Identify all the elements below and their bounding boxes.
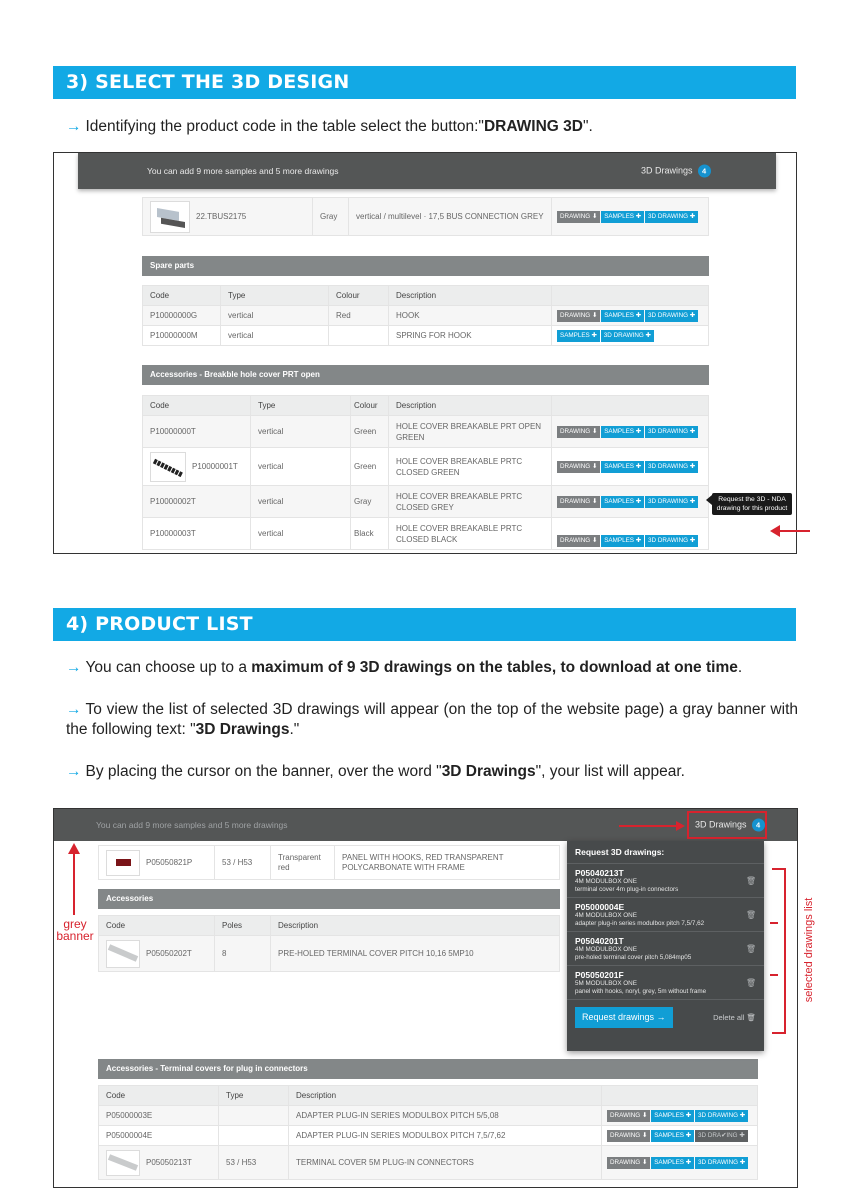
table-row xyxy=(143,448,709,486)
product-code: P10000000T xyxy=(143,416,251,448)
trash-icon[interactable]: 🗑 xyxy=(745,944,756,953)
product-type xyxy=(219,1126,289,1146)
3d-drawing-button[interactable]: 3D DRAWING ✚ xyxy=(601,330,654,342)
item-code: P05050201F xyxy=(575,970,624,980)
item-line2: adapter plug-in series modulbox pitch 7,5/7,62 xyxy=(575,920,705,927)
product-type: vertical xyxy=(221,306,329,326)
product-description: HOLE COVER BREAKABLE PRTC CLOSED GREY xyxy=(389,486,552,518)
product-code: P10000003T xyxy=(143,518,251,550)
col-type: Type xyxy=(251,396,351,416)
product-code: P10000001T xyxy=(192,462,238,471)
drawings-count-badge: 4 xyxy=(698,165,711,178)
product-colour: Black xyxy=(351,518,389,550)
category-spare-parts: Spare parts xyxy=(142,256,709,276)
instruction-bold: DRAWING 3D xyxy=(483,118,583,135)
product-colour: Gray xyxy=(313,198,349,236)
product-code: P10000002T xyxy=(143,486,251,518)
samples-button[interactable]: SAMPLES ✚ xyxy=(651,1130,694,1142)
product-description: ADAPTER PLUG-IN SERIES MODULBOX PITCH 7,5/7,62 xyxy=(289,1126,602,1146)
samples-button[interactable]: SAMPLES ✚ xyxy=(601,310,644,322)
selected-drawings-annotation: selected drawings list xyxy=(803,897,815,1003)
item-line2: panel with hooks, noryl, grey, 5m without frame xyxy=(575,988,707,995)
arrow-icon: → xyxy=(66,118,82,135)
accessories-table xyxy=(142,395,709,550)
product-code: 22.TBUS2175 xyxy=(196,212,247,221)
category-accessories-breakable: Accessories - Breakble hole cover PRT open xyxy=(142,365,709,385)
top-product-table xyxy=(142,197,709,236)
drawing-button[interactable]: DRAWING ⬇ xyxy=(557,426,600,438)
instruction-end: ". xyxy=(582,118,593,135)
product-colour xyxy=(329,326,389,346)
trash-icon[interactable]: 🗑 xyxy=(745,910,756,919)
table-row xyxy=(99,936,560,972)
p2-end: ." xyxy=(289,721,300,738)
col-colour: Colour xyxy=(329,286,389,306)
arrow-icon: → xyxy=(66,659,82,676)
product-type: vertical xyxy=(251,416,351,448)
samples-button[interactable]: SAMPLES ✚ xyxy=(601,426,644,438)
dropdown-title: Request 3D drawings: xyxy=(575,847,665,857)
product-description: HOLE COVER BREAKABLE PRTC CLOSED GREEN xyxy=(389,448,552,486)
screenshot-product-list xyxy=(53,808,798,1188)
selected-list-bracket xyxy=(772,868,786,1034)
samples-button[interactable]: SAMPLES ✚ xyxy=(651,1157,694,1169)
product-code: P05000003E xyxy=(99,1106,219,1126)
dropdown-item xyxy=(567,863,764,897)
col-type: Type xyxy=(221,286,329,306)
product-description: SPRING FOR HOOK xyxy=(389,326,552,346)
product-poles: 8 xyxy=(215,936,271,972)
product-type: 53 / H53 xyxy=(219,1146,289,1180)
product-colour: Transparent red xyxy=(271,846,335,880)
product-colour: Gray xyxy=(351,486,389,518)
3d-drawing-button[interactable]: 3D DRAWING ✚ xyxy=(645,310,698,322)
section-4-paragraph-1 xyxy=(66,658,798,678)
arrow-icon: → xyxy=(66,763,82,780)
product-description: TERMINAL COVER 5M PLUG-IN CONNECTORS xyxy=(289,1146,602,1180)
product-colour: Green xyxy=(351,448,389,486)
samples-button[interactable]: SAMPLES ✚ xyxy=(601,496,644,508)
banner-link-label: 3D Drawings xyxy=(695,819,747,830)
product-description: 17,5 BUS CONNECTION GREY xyxy=(428,212,544,221)
banner-link-label: 3D Drawings xyxy=(641,165,693,176)
annotation-arrow-icon xyxy=(770,525,810,537)
product-thumbnail xyxy=(106,940,140,968)
product-type: vertical xyxy=(251,448,351,486)
section-4-header: 4) PRODUCT LIST xyxy=(53,608,796,641)
item-line1: 5M MODULBOX ONE xyxy=(575,980,637,987)
section-4-paragraph-2 xyxy=(66,700,798,740)
table-row xyxy=(143,518,709,550)
col-description: Description xyxy=(271,916,560,936)
dropdown-item xyxy=(567,897,764,931)
table-row xyxy=(143,306,709,326)
accessories-table xyxy=(98,915,560,972)
trash-icon[interactable]: 🗑 xyxy=(745,978,756,987)
table-row xyxy=(99,1146,758,1180)
table-row xyxy=(99,846,560,880)
samples-button[interactable]: SAMPLES ✚ xyxy=(601,211,644,223)
product-description: PANEL WITH HOOKS, RED TRANSPARENT POLYCARBONATE WITH FRAME xyxy=(335,846,560,880)
arrow-icon: → xyxy=(66,701,82,718)
item-code: P05040213T xyxy=(575,868,624,878)
delete-all-button[interactable]: Delete all 🗑 xyxy=(713,1013,756,1022)
dropdown-item xyxy=(567,965,764,999)
samples-button[interactable]: SAMPLES ✚ xyxy=(601,535,644,547)
category-accessories: Accessories xyxy=(98,889,560,909)
section-3-header: 3) SELECT THE 3D DESIGN xyxy=(53,66,796,99)
annotation-arrow-icon xyxy=(619,821,685,831)
banner-message: You can add 9 more samples and 5 more drawings xyxy=(96,820,288,830)
product-type: vertical / multilevel xyxy=(356,212,422,221)
tooltip-pointer xyxy=(706,495,712,505)
product-colour: Green xyxy=(351,416,389,448)
highlight-box xyxy=(687,811,767,839)
item-line2: terminal cover 4m plug-in connectors xyxy=(575,886,679,893)
table-row xyxy=(143,486,709,518)
product-type xyxy=(219,1106,289,1126)
product-code: P10000000G xyxy=(143,306,221,326)
drawings-count-badge: 4 xyxy=(752,819,765,832)
banner-3d-drawings-link[interactable] xyxy=(641,165,711,178)
col-type: Type xyxy=(219,1086,289,1106)
dropdown-footer xyxy=(567,999,764,1035)
table-row xyxy=(143,416,709,448)
product-thumbnail xyxy=(150,452,186,482)
product-code: P05050213T xyxy=(146,1158,192,1167)
col-description: Description xyxy=(389,396,552,416)
p2-text: To view the list of selected 3D drawings will appear (on the top of the website page) a gray banner with the following text: " xyxy=(66,701,798,738)
p3-end: ", your list will appear. xyxy=(535,763,685,780)
product-thumbnail xyxy=(106,1150,140,1176)
p1-bold: maximum of 9 3D drawings on the tables, to download at one time xyxy=(251,659,738,676)
col-code: Code xyxy=(143,396,251,416)
col-code: Code xyxy=(99,1086,219,1106)
3d-drawing-added-button[interactable]: 3D DRA✔ING ✚ xyxy=(695,1130,748,1142)
p1-text: You can choose up to a xyxy=(85,659,252,676)
col-description: Description xyxy=(289,1086,602,1106)
3d-drawing-button[interactable]: 3D DRAWING ✚ xyxy=(645,426,698,438)
product-code: P05050202T xyxy=(146,949,192,958)
drawing-button[interactable]: DRAWING ⬇ xyxy=(557,496,600,508)
product-code: P10000000M xyxy=(143,326,221,346)
3d-drawing-button[interactable]: 3D DRAWING ✚ xyxy=(645,496,698,508)
product-description: PRE-HOLED TERMINAL COVER PITCH 10,16 5MP10 xyxy=(271,936,560,972)
col-code: Code xyxy=(99,916,215,936)
product-code: P05050821P xyxy=(146,858,193,867)
3d-drawing-button[interactable]: 3D DRAWING ✚ xyxy=(645,461,698,473)
item-line1: 4M MODULBOX ONE xyxy=(575,912,637,919)
top-product-table xyxy=(98,845,560,880)
product-description: HOOK xyxy=(389,306,552,326)
p3-bold: 3D Drawings xyxy=(441,763,536,780)
item-line2: pre-holed terminal cover pitch 5,084mp05 xyxy=(575,954,692,961)
section-3-instruction xyxy=(66,117,798,137)
product-colour: Red xyxy=(329,306,389,326)
grey-banner-annotation: grey banner xyxy=(56,917,94,943)
spare-parts-table xyxy=(142,285,709,346)
drawing-button[interactable]: DRAWING ⬇ xyxy=(557,461,600,473)
banner-message: You can add 9 more samples and 5 more drawings xyxy=(147,166,339,176)
3d-drawing-button[interactable]: 3D DRAWING ✚ xyxy=(645,535,698,547)
drawing-button[interactable]: DRAWING ⬇ xyxy=(607,1157,650,1169)
3d-drawing-button[interactable]: 3D DRAWING ✚ xyxy=(695,1110,748,1122)
p3-text: By placing the cursor on the banner, over the word " xyxy=(85,763,442,780)
trash-icon[interactable]: 🗑 xyxy=(745,876,756,885)
product-description: HOLE COVER BREAKABLE PRT OPEN GREEN xyxy=(389,416,552,448)
col-poles: Poles xyxy=(215,916,271,936)
table-row: 22.TBUS2175 Gray vertical / multilevel · 17,5 BUS CONNECTION GREY DRAWING ⬇ SAMPLES ✚ 3D DRAWING ✚ xyxy=(143,198,709,236)
item-code: P05040201T xyxy=(575,936,624,946)
request-drawings-button[interactable]: Request drawings → xyxy=(575,1007,673,1028)
product-description: ADAPTER PLUG-IN SERIES MODULBOX PITCH 5/5,08 xyxy=(289,1106,602,1126)
item-code: P05000004E xyxy=(575,902,625,912)
samples-button[interactable]: SAMPLES ✚ xyxy=(601,461,644,473)
terminal-covers-table xyxy=(98,1085,758,1180)
col-description: Description xyxy=(389,286,552,306)
3d-drawing-button[interactable]: 3D DRAWING ✚ xyxy=(695,1157,748,1169)
samples-button[interactable]: SAMPLES ✚ xyxy=(557,330,600,342)
item-line1: 4M MODULBOX ONE xyxy=(575,946,637,953)
drawing-button[interactable]: DRAWING ⬇ xyxy=(607,1130,650,1142)
annotation-up-arrow-icon xyxy=(68,843,80,915)
p1-end: . xyxy=(737,659,743,676)
table-row xyxy=(143,326,709,346)
p2-bold: 3D Drawings xyxy=(195,721,290,738)
dropdown-item xyxy=(567,931,764,965)
category-terminal-covers: Accessories - Terminal covers for plug in connectors xyxy=(98,1059,758,1079)
screenshot-select-3d xyxy=(53,152,797,554)
section-4-paragraph-3 xyxy=(66,762,798,782)
instruction-text: Identifying the product code in the table select the button:" xyxy=(85,118,484,135)
drawing-button[interactable]: DRAWING ⬇ xyxy=(557,211,600,223)
drawing-button[interactable]: DRAWING ⬇ xyxy=(557,535,600,547)
product-type: vertical xyxy=(251,486,351,518)
product-type: vertical xyxy=(251,518,351,550)
3d-drawings-dropdown xyxy=(567,841,764,1051)
product-type: vertical xyxy=(221,326,329,346)
col-code: Code xyxy=(143,286,221,306)
table-row xyxy=(99,1126,758,1146)
product-poles: 53 / H53 xyxy=(215,846,271,880)
product-description: HOLE COVER BREAKABLE PRTC CLOSED BLACK xyxy=(389,518,552,550)
3d-drawing-tooltip: Request the 3D - NDA drawing for this product xyxy=(712,493,792,515)
3d-drawing-button[interactable]: 3D DRAWING ✚ xyxy=(645,211,698,223)
drawing-button[interactable]: DRAWING ⬇ xyxy=(557,310,600,322)
product-thumbnail xyxy=(106,850,140,876)
item-line1: 4M MODULBOX ONE xyxy=(575,878,637,885)
grey-banner[interactable] xyxy=(78,153,776,189)
product-code: P05000004E xyxy=(99,1126,219,1146)
col-colour: Colour xyxy=(351,396,389,416)
drawing-button[interactable]: DRAWING ⬇ xyxy=(607,1110,650,1122)
product-thumbnail xyxy=(150,201,190,233)
samples-button[interactable]: SAMPLES ✚ xyxy=(651,1110,694,1122)
table-row xyxy=(99,1106,758,1126)
